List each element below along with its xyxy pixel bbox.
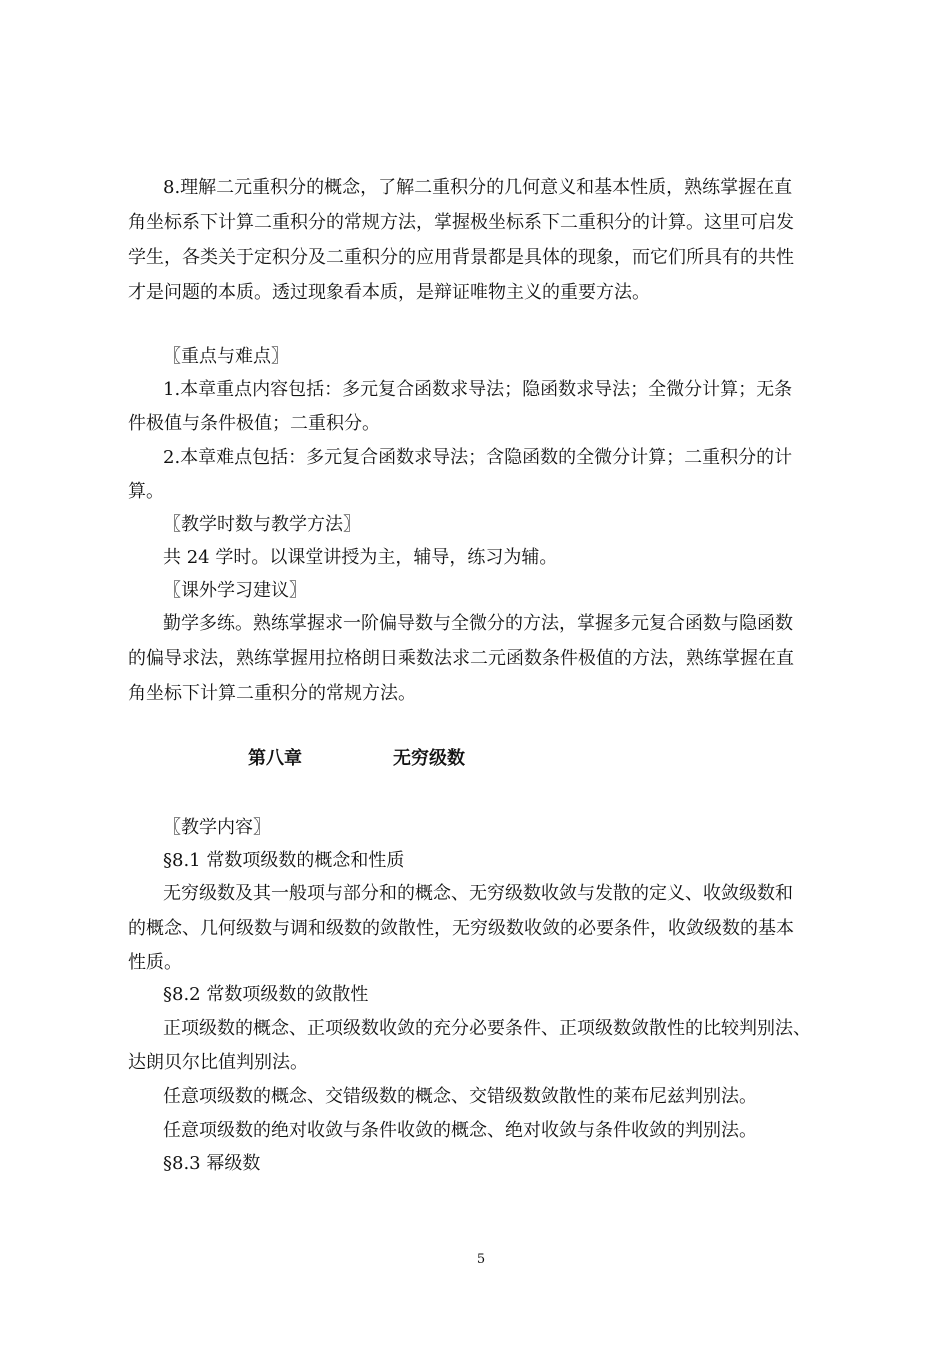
paragraph-line: 正项级数的概念、正项级数收敛的充分必要条件、正项级数敛散性的比较判别法、 [163, 1018, 811, 1039]
section-heading-advice: 〖课外学习建议〗 [163, 580, 307, 601]
paragraph-line: 的偏导求法，熟练掌握用拉格朗日乘数法求二元函数条件极值的方法，熟练掌握在直 [128, 648, 794, 669]
paragraph-line: 算。 [128, 481, 164, 502]
paragraph-line: 1.本章重点内容包括：多元复合函数求导法；隐函数求导法；全微分计算；无条 [163, 379, 793, 400]
paragraph-line: 件极值与条件极值；二重积分。 [128, 413, 380, 434]
section-title-8-1: §8.1 常数项级数的概念和性质 [163, 850, 405, 871]
paragraph-line: 8.理解二元重积分的概念，了解二重积分的几何意义和基本性质，熟练掌握在直 [163, 177, 793, 198]
paragraph-line: 任意项级数的绝对收敛与条件收敛的概念、绝对收敛与条件收敛的判别法。 [163, 1120, 757, 1141]
paragraph-line: 勤学多练。熟练掌握求一阶偏导数与全微分的方法，掌握多元复合函数与隐函数 [163, 613, 793, 634]
chapter-number: 第八章 [248, 748, 302, 769]
paragraph-line: 共 24 学时。以课堂讲授为主，辅导，练习为辅。 [163, 547, 558, 568]
paragraph-line: 才是问题的本质。透过现象看本质，是辩证唯物主义的重要方法。 [128, 282, 650, 303]
paragraph-line: 的概念、几何级数与调和级数的敛散性，无穷级数收敛的必要条件，收敛级数的基本 [128, 918, 794, 939]
paragraph-line: 任意项级数的概念、交错级数的概念、交错级数敛散性的莱布尼兹判别法。 [163, 1086, 757, 1107]
page-number: 5 [476, 1252, 486, 1267]
paragraph-line: 角坐标系下计算二重积分的常规方法，掌握极坐标系下二重积分的计算。这里可启发 [128, 212, 794, 233]
paragraph-line: 学生，各类关于定积分及二重积分的应用背景都是具体的现象，而它们所具有的共性 [128, 247, 794, 268]
section-heading-key-points: 〖重点与难点〗 [163, 346, 289, 367]
section-title-8-2: §8.2 常数项级数的敛散性 [163, 984, 369, 1005]
section-heading-content: 〖教学内容〗 [163, 817, 271, 838]
section-heading-hours: 〖教学时数与教学方法〗 [163, 514, 361, 535]
section-title-8-3: §8.3 幂级数 [163, 1153, 261, 1174]
chapter-title: 无穷级数 [393, 748, 465, 769]
paragraph-line: 达朗贝尔比值判别法。 [128, 1052, 308, 1073]
paragraph-line: 性质。 [128, 952, 182, 973]
paragraph-line: 无穷级数及其一般项与部分和的概念、无穷级数收敛与发散的定义、收敛级数和 [163, 883, 793, 904]
paragraph-line: 2.本章难点包括：多元复合函数求导法；含隐函数的全微分计算；二重积分的计 [163, 447, 793, 468]
paragraph-line: 角坐标下计算二重积分的常规方法。 [128, 683, 416, 704]
